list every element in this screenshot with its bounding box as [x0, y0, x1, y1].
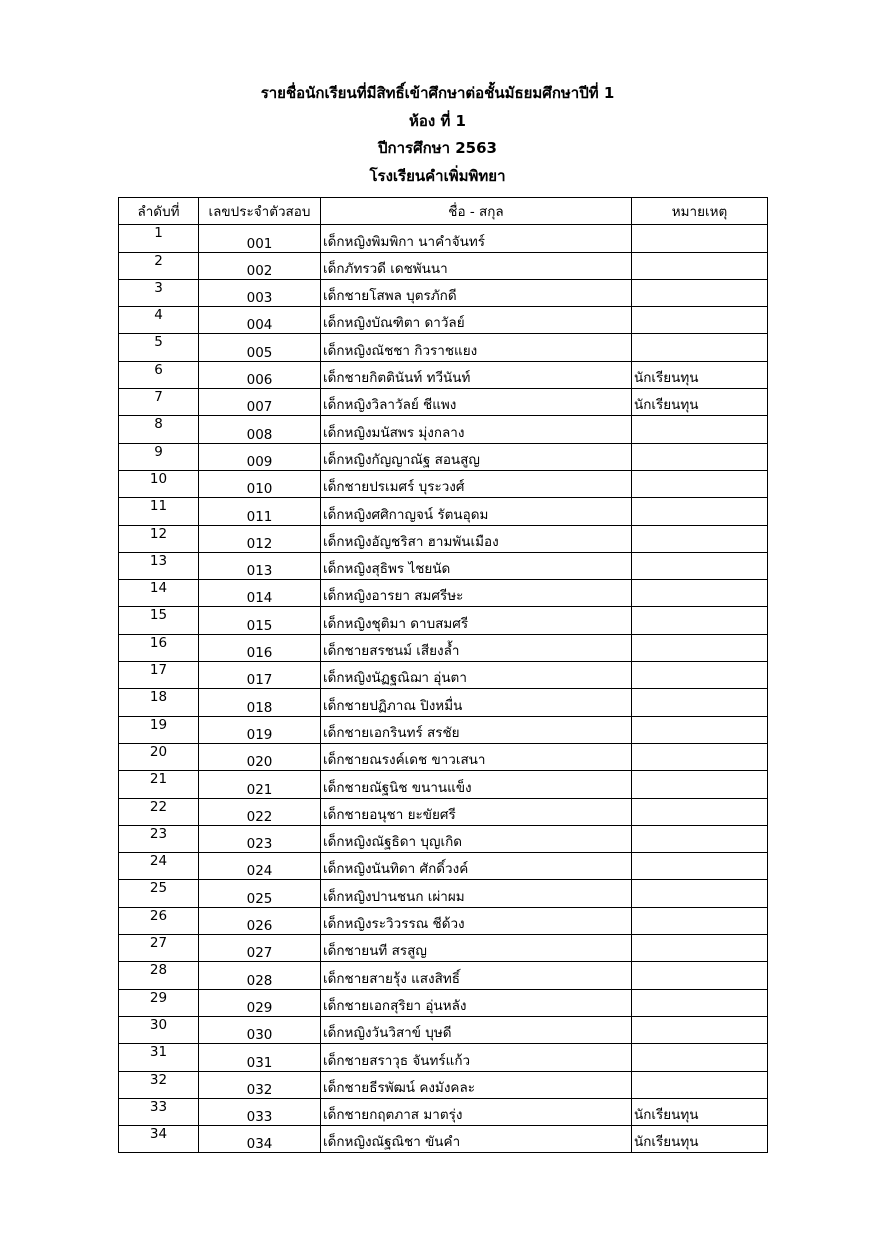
note-cell	[632, 689, 768, 716]
table-row	[119, 935, 768, 962]
row-number-cell: 11	[119, 498, 199, 525]
table-row	[119, 279, 768, 306]
table-row	[119, 470, 768, 497]
table-row	[119, 1071, 768, 1098]
exam-id-cell: 001	[199, 225, 321, 252]
table-row	[119, 307, 768, 334]
table-row	[119, 1126, 768, 1153]
row-number-cell: 26	[119, 907, 199, 934]
exam-id-cell: 020	[199, 743, 321, 770]
row-number-cell: 34	[119, 1126, 199, 1153]
row-number-cell: 6	[119, 361, 199, 388]
note-cell	[632, 907, 768, 934]
exam-id-cell: 005	[199, 334, 321, 361]
row-number-cell: 22	[119, 798, 199, 825]
row-number-cell: 25	[119, 880, 199, 907]
student-name-cell: เด็กชายอนุชา ยะขัยศรี	[321, 798, 632, 825]
table-row	[119, 1044, 768, 1071]
table-header-row	[119, 198, 768, 225]
row-number-cell: 27	[119, 935, 199, 962]
table-row	[119, 825, 768, 852]
row-number-cell: 3	[119, 279, 199, 306]
row-number-cell: 20	[119, 743, 199, 770]
note-cell	[632, 825, 768, 852]
exam-id-cell: 006	[199, 361, 321, 388]
note-cell	[632, 607, 768, 634]
table-row	[119, 361, 768, 388]
student-name-cell: เด็กหญิงอารยา สมศรีษะ	[321, 580, 632, 607]
student-name-cell: เด็กหญิงศศิกาญจน์ รัตนอุดม	[321, 498, 632, 525]
table-row	[119, 252, 768, 279]
academic-year: ปีการศึกษา 2563	[378, 139, 497, 157]
row-number-cell: 19	[119, 716, 199, 743]
table-row	[119, 771, 768, 798]
table-row	[119, 443, 768, 470]
table-row	[119, 716, 768, 743]
row-number-cell: 29	[119, 989, 199, 1016]
note-cell	[632, 962, 768, 989]
student-name-cell: เด็กหญิงวันวิสาข์ บุษดี	[321, 1016, 632, 1043]
row-number-cell: 16	[119, 634, 199, 661]
table-row	[119, 580, 768, 607]
row-number-cell: 4	[119, 307, 199, 334]
table-row	[119, 798, 768, 825]
school-name: โรงเรียนคำเพิ่มพิทยา	[369, 166, 506, 185]
student-name-cell: เด็กชายกฤตภาส มาตรุ่ง	[321, 1098, 632, 1125]
document-header	[0, 80, 875, 190]
row-number-cell: 8	[119, 416, 199, 443]
student-name-cell: เด็กชายเอกสุริยา อุ่นหลัง	[321, 989, 632, 1016]
row-number-cell: 5	[119, 334, 199, 361]
exam-id-cell: 011	[199, 498, 321, 525]
note-cell: นักเรียนทุน	[632, 1126, 768, 1153]
note-cell	[632, 1044, 768, 1071]
row-number-cell: 12	[119, 525, 199, 552]
note-cell	[632, 716, 768, 743]
note-cell	[632, 334, 768, 361]
row-number-cell: 17	[119, 662, 199, 689]
note-cell	[632, 1016, 768, 1043]
note-cell: นักเรียนทุน	[632, 389, 768, 416]
table-row	[119, 416, 768, 443]
student-roster-table	[118, 197, 768, 1153]
exam-id-cell: 033	[199, 1098, 321, 1125]
column-header-name: ชื่อ - สกุล	[321, 198, 632, 225]
student-name-cell: เด็กหญิงวิลาวัลย์ ชีแพง	[321, 389, 632, 416]
note-cell	[632, 552, 768, 579]
column-header-no: ลำดับที่	[119, 198, 199, 225]
column-header-exam-id: เลขประจำตัวสอบ	[199, 198, 321, 225]
table-row	[119, 607, 768, 634]
exam-id-cell: 004	[199, 307, 321, 334]
row-number-cell: 1	[119, 225, 199, 252]
exam-id-cell: 013	[199, 552, 321, 579]
table-row	[119, 662, 768, 689]
exam-id-cell: 008	[199, 416, 321, 443]
note-cell	[632, 225, 768, 252]
exam-id-cell: 030	[199, 1016, 321, 1043]
exam-id-cell: 019	[199, 716, 321, 743]
student-name-cell: เด็กหญิงระวิวรรณ ชีด้วง	[321, 907, 632, 934]
exam-id-cell: 022	[199, 798, 321, 825]
note-cell	[632, 880, 768, 907]
table-row	[119, 1098, 768, 1125]
room-label: ห้อง ที่ 1	[409, 111, 466, 130]
exam-id-cell: 025	[199, 880, 321, 907]
exam-id-cell: 010	[199, 470, 321, 497]
row-number-cell: 23	[119, 825, 199, 852]
exam-id-cell: 002	[199, 252, 321, 279]
row-number-cell: 33	[119, 1098, 199, 1125]
row-number-cell: 28	[119, 962, 199, 989]
document-title: รายชื่อนักเรียนที่มีสิทธิ์เข้าศึกษาต่อชั้นมัธยมศึกษาปีที่ 1	[260, 84, 615, 102]
exam-id-cell: 009	[199, 443, 321, 470]
row-number-cell: 13	[119, 552, 199, 579]
row-number-cell: 15	[119, 607, 199, 634]
note-cell	[632, 662, 768, 689]
note-cell	[632, 416, 768, 443]
row-number-cell: 14	[119, 580, 199, 607]
exam-id-cell: 015	[199, 607, 321, 634]
table-row	[119, 853, 768, 880]
student-name-cell: เด็กชายปฏิภาณ ปิงหมื่น	[321, 689, 632, 716]
note-cell	[632, 443, 768, 470]
table-row	[119, 962, 768, 989]
exam-id-cell: 018	[199, 689, 321, 716]
student-name-cell: เด็กชายสายรุ้ง แสงสิทธิ์	[321, 962, 632, 989]
row-number-cell: 30	[119, 1016, 199, 1043]
exam-id-cell: 012	[199, 525, 321, 552]
note-cell: นักเรียนทุน	[632, 1098, 768, 1125]
table-row	[119, 743, 768, 770]
student-name-cell: เด็กชายเอกรินทร์ สรชัย	[321, 716, 632, 743]
exam-id-cell: 031	[199, 1044, 321, 1071]
table-row	[119, 689, 768, 716]
student-name-cell: เด็กหญิงบัณฑิตา ดาวัลย์	[321, 307, 632, 334]
student-name-cell: เด็กหญิงปานชนก เผ่าผม	[321, 880, 632, 907]
table-row	[119, 989, 768, 1016]
student-name-cell: เด็กชายณัฐนิช ขนานแข็ง	[321, 771, 632, 798]
note-cell	[632, 498, 768, 525]
exam-id-cell: 028	[199, 962, 321, 989]
exam-id-cell: 016	[199, 634, 321, 661]
note-cell: นักเรียนทุน	[632, 361, 768, 388]
column-header-note: หมายเหตุ	[632, 198, 768, 225]
note-cell	[632, 771, 768, 798]
student-name-cell: เด็กชายปรเมศร์ บุระวงศ์	[321, 470, 632, 497]
note-cell	[632, 252, 768, 279]
table-row	[119, 389, 768, 416]
note-cell	[632, 989, 768, 1016]
note-cell	[632, 634, 768, 661]
student-name-cell: เด็กหญิงณัฐณิชา ขันคำ	[321, 1126, 632, 1153]
row-number-cell: 18	[119, 689, 199, 716]
student-name-cell: เด็กชายธีรพัฒน์ คงมังคละ	[321, 1071, 632, 1098]
exam-id-cell: 023	[199, 825, 321, 852]
table-row	[119, 525, 768, 552]
exam-id-cell: 021	[199, 771, 321, 798]
note-cell	[632, 470, 768, 497]
table-row	[119, 334, 768, 361]
table-row	[119, 880, 768, 907]
student-name-cell: เด็กหญิงนัฏฐณิฌา อุ่นตา	[321, 662, 632, 689]
student-name-cell: เด็กหญิงพิมพิกา นาคำจันทร์	[321, 225, 632, 252]
note-cell	[632, 580, 768, 607]
row-number-cell: 7	[119, 389, 199, 416]
student-name-cell: เด็กหญิงนันทิดา ศักดิ์วงค์	[321, 853, 632, 880]
note-cell	[632, 279, 768, 306]
table-body	[119, 225, 768, 1153]
exam-id-cell: 003	[199, 279, 321, 306]
exam-id-cell: 017	[199, 662, 321, 689]
student-name-cell: เด็กชายณรงค์เดช ขาวเสนา	[321, 743, 632, 770]
row-number-cell: 31	[119, 1044, 199, 1071]
student-name-cell: เด็กหญิงกัญญาณัฐ สอนสูญ	[321, 443, 632, 470]
note-cell	[632, 853, 768, 880]
table-row	[119, 552, 768, 579]
student-name-cell: เด็กหญิงมนัสพร มุ่งกลาง	[321, 416, 632, 443]
table-row	[119, 498, 768, 525]
exam-id-cell: 032	[199, 1071, 321, 1098]
note-cell	[632, 1071, 768, 1098]
student-name-cell: เด็กหญิงชุติมา ดาบสมศรี	[321, 607, 632, 634]
row-number-cell: 10	[119, 470, 199, 497]
note-cell	[632, 798, 768, 825]
note-cell	[632, 935, 768, 962]
row-number-cell: 32	[119, 1071, 199, 1098]
student-name-cell: เด็กหญิงณัชชา กิวราชแยง	[321, 334, 632, 361]
student-name-cell: เด็กหญิงสุธิพร ไชยนัด	[321, 552, 632, 579]
table-row	[119, 907, 768, 934]
student-name-cell: เด็กชายนที สรสูญ	[321, 935, 632, 962]
exam-id-cell: 027	[199, 935, 321, 962]
exam-id-cell: 029	[199, 989, 321, 1016]
student-name-cell: เด็กชายสราวุธ จันทร์แก้ว	[321, 1044, 632, 1071]
note-cell	[632, 525, 768, 552]
row-number-cell: 2	[119, 252, 199, 279]
exam-id-cell: 024	[199, 853, 321, 880]
student-name-cell: เด็กชายโสพล บุตรภักดี	[321, 279, 632, 306]
student-name-cell: เด็กชายกิตตินันท์ ทวีนันท์	[321, 361, 632, 388]
table-row	[119, 634, 768, 661]
student-name-cell: เด็กชายสรชนม์ เสียงล้ำ	[321, 634, 632, 661]
exam-id-cell: 034	[199, 1126, 321, 1153]
student-name-cell: เด็กภัทรวดี เดชพันนา	[321, 252, 632, 279]
student-name-cell: เด็กหญิงอัญชริสา ฮามพันเมือง	[321, 525, 632, 552]
exam-id-cell: 007	[199, 389, 321, 416]
student-name-cell: เด็กหญิงณัฐธิดา บุญเกิด	[321, 825, 632, 852]
exam-id-cell: 014	[199, 580, 321, 607]
table-row	[119, 225, 768, 252]
exam-id-cell: 026	[199, 907, 321, 934]
row-number-cell: 24	[119, 853, 199, 880]
row-number-cell: 9	[119, 443, 199, 470]
table-row	[119, 1016, 768, 1043]
note-cell	[632, 743, 768, 770]
note-cell	[632, 307, 768, 334]
row-number-cell: 21	[119, 771, 199, 798]
